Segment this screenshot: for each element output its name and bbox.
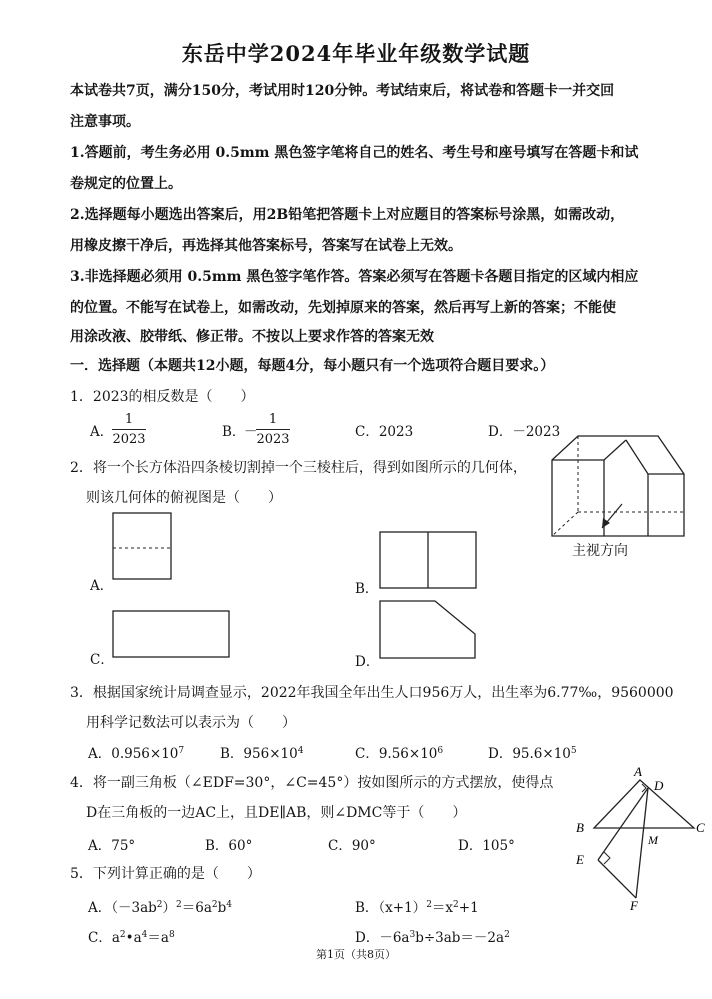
q5-a-exp3: 2 <box>211 900 218 910</box>
q5-c-part1: C．a <box>88 930 120 946</box>
notice-item-2b: 用橡皮擦干净后，再选择其他答案标号，答案写在试卷上无效。 <box>70 238 462 254</box>
q5-b-part3: +1 <box>458 900 479 916</box>
q5-c-exp1: 2 <box>119 930 126 940</box>
q4-stem-line2: D在三角板的一边AC上，且DE∥AB，则∠DMC等于（ ） <box>86 805 467 821</box>
q5-a-part2: ） <box>162 900 177 916</box>
q3-option-d <box>488 742 577 762</box>
page-footer: 第1页（共8页） <box>316 948 396 961</box>
q5-c-part2: •a <box>125 930 142 946</box>
q4-option-a: A．75° <box>88 838 136 854</box>
q5-a-part1: A．（－3ab <box>88 900 157 916</box>
q1-option-a-label: A． <box>90 424 114 440</box>
q5-c-part3: ＝a <box>147 930 169 946</box>
q2-option-d-figure <box>379 600 479 662</box>
q5-a-exp2: 2 <box>176 900 182 910</box>
q3-option-c-base: C．9.56×10 <box>355 746 438 762</box>
q3-option-b-exponent: 4 <box>297 746 304 756</box>
q5-b-part1: B．（x+1） <box>355 900 427 916</box>
q2-solid-figure <box>540 432 700 542</box>
q4-point-b: B <box>576 820 584 835</box>
q4-point-f: F <box>630 898 638 913</box>
q1-option-a-numerator: 1 <box>124 412 134 427</box>
notice-line-2: 注意事项。 <box>70 114 140 130</box>
q5-b-exp2: 2 <box>453 900 459 910</box>
q4-point-d: D <box>654 778 664 793</box>
q2-option-c-figure <box>112 610 232 660</box>
q1-option-a-denominator: 2023 <box>112 432 146 447</box>
q3-option-c-exponent: 6 <box>437 746 444 756</box>
q2-option-a-figure <box>112 512 174 582</box>
q5-option-d <box>355 926 510 946</box>
q2-option-d-label: D． <box>355 654 380 670</box>
q3-option-c <box>355 742 443 762</box>
q3-option-d-exponent: 5 <box>570 746 577 756</box>
q1-option-b-sign: － <box>244 424 258 440</box>
q4-point-m: M <box>648 833 658 847</box>
q3-option-a <box>88 742 184 762</box>
section-heading: 一．选择题（本题共12小题，每题4分，每小题只有一个选项符合题目要求。） <box>70 358 555 374</box>
q4-option-d: D．105° <box>458 838 515 854</box>
q2-option-a-label: A． <box>90 578 114 594</box>
notice-item-1a: 1.答题前，考生务必用 0.5mm 黑色签字笔将自己的姓名、考生号和座号填写在答题卡和试 <box>70 145 639 161</box>
q4-option-c: C．90° <box>328 838 376 854</box>
q3-option-b-base: B．956×10 <box>220 746 298 762</box>
q5-option-a <box>88 896 232 916</box>
q5-option-c <box>88 926 175 946</box>
notice-item-3b: 的位置。不能写在试卷上，如需改动，先划掉原来的答案，然后再写上新的答案；不能使 <box>70 300 616 316</box>
q5-option-b <box>355 896 479 916</box>
q3-option-d-base: D．95.6×10 <box>488 746 571 762</box>
notice-line-1: 本试卷共7页，满分150分，考试用时120分钟。考试结束后，将试卷和答题卡一并交回 <box>70 83 615 99</box>
q4-point-c: C <box>696 820 705 835</box>
q1-option-b-fraction <box>256 412 290 447</box>
q5-d-exp2: 2 <box>504 930 510 940</box>
q5-a-part4: b <box>217 900 227 916</box>
notice-item-3a: 3.非选择题必须用 0.5mm 黑色签字笔作答。答案必须写在答题卡各题目指定的区域内相应 <box>70 269 639 285</box>
q4-triangle-figure <box>570 760 710 913</box>
notice-item-2a: 2.选择题每小题选出答案后，用2B铅笔把答题卡上对应题目的答案标号涂黑，如需改动， <box>70 207 625 223</box>
q5-c-exp2: 4 <box>141 930 148 940</box>
q1-option-c: C．2023 <box>355 424 414 440</box>
q2-stem-line2: 则该几何体的俯视图是（ ） <box>86 490 282 506</box>
q3-stem-line2: 用科学记数法可以表示为（ ） <box>86 715 296 731</box>
q3-option-a-base: A．0.956×10 <box>88 746 179 762</box>
q4-option-b: B．60° <box>205 838 253 854</box>
q3-stem-line1: 3．根据国家统计局调查显示，2022年我国全年出生人口956万人，出生率为6.77‰，9560000 <box>70 685 674 701</box>
q5-c-exp3: 8 <box>168 930 175 940</box>
q5-stem: 5．下列计算正确的是（ ） <box>70 866 261 882</box>
q4-point-a: A <box>634 764 642 779</box>
q2-option-b-label: B． <box>355 581 379 597</box>
q5-b-exp1: 2 <box>426 900 432 910</box>
q5-d-part1: D．－6a <box>355 930 410 946</box>
q3-option-a-exponent: 7 <box>178 746 185 756</box>
q5-b-part2: ＝x <box>431 900 454 916</box>
q1-option-b-numerator: 1 <box>268 412 278 427</box>
q1-option-a-fraction <box>112 412 146 447</box>
q2-option-c-label: C． <box>90 652 114 668</box>
page-title: 东岳中学2024年毕业年级数学试题 <box>181 41 531 66</box>
q5-d-part2: b÷3ab＝－2a <box>415 930 505 946</box>
q4-stem-line1: 4．将一副三角板（∠EDF=30°，∠C=45°）按如图所示的方式摆放，使得点 <box>70 775 554 791</box>
q2-option-b-figure <box>379 531 479 591</box>
q4-point-e: E <box>576 852 584 867</box>
q1-option-d: D．－2023 <box>488 424 561 440</box>
q2-view-direction-label: 主视方向 <box>572 543 628 559</box>
q5-a-exp1: 2 <box>156 900 163 910</box>
q5-d-exp1: 3 <box>409 930 416 940</box>
q1-option-b-label: B． <box>222 424 246 440</box>
q5-a-part3: ＝6a <box>181 900 212 916</box>
notice-item-3c: 用涂改液、胶带纸、修正带。不按以上要求作答的答案无效 <box>70 329 434 345</box>
q2-stem-line1: 2．将一个长方体沿四条棱切割掉一个三棱柱后，得到如图所示的几何体， <box>70 460 527 476</box>
notice-item-1b: 卷规定的位置上。 <box>70 176 182 192</box>
q5-a-exp4: 4 <box>226 900 233 910</box>
q1-option-b-denominator: 2023 <box>256 432 290 447</box>
q1-stem: 1．2023的相反数是（ ） <box>70 389 255 405</box>
q3-option-b <box>220 742 303 762</box>
